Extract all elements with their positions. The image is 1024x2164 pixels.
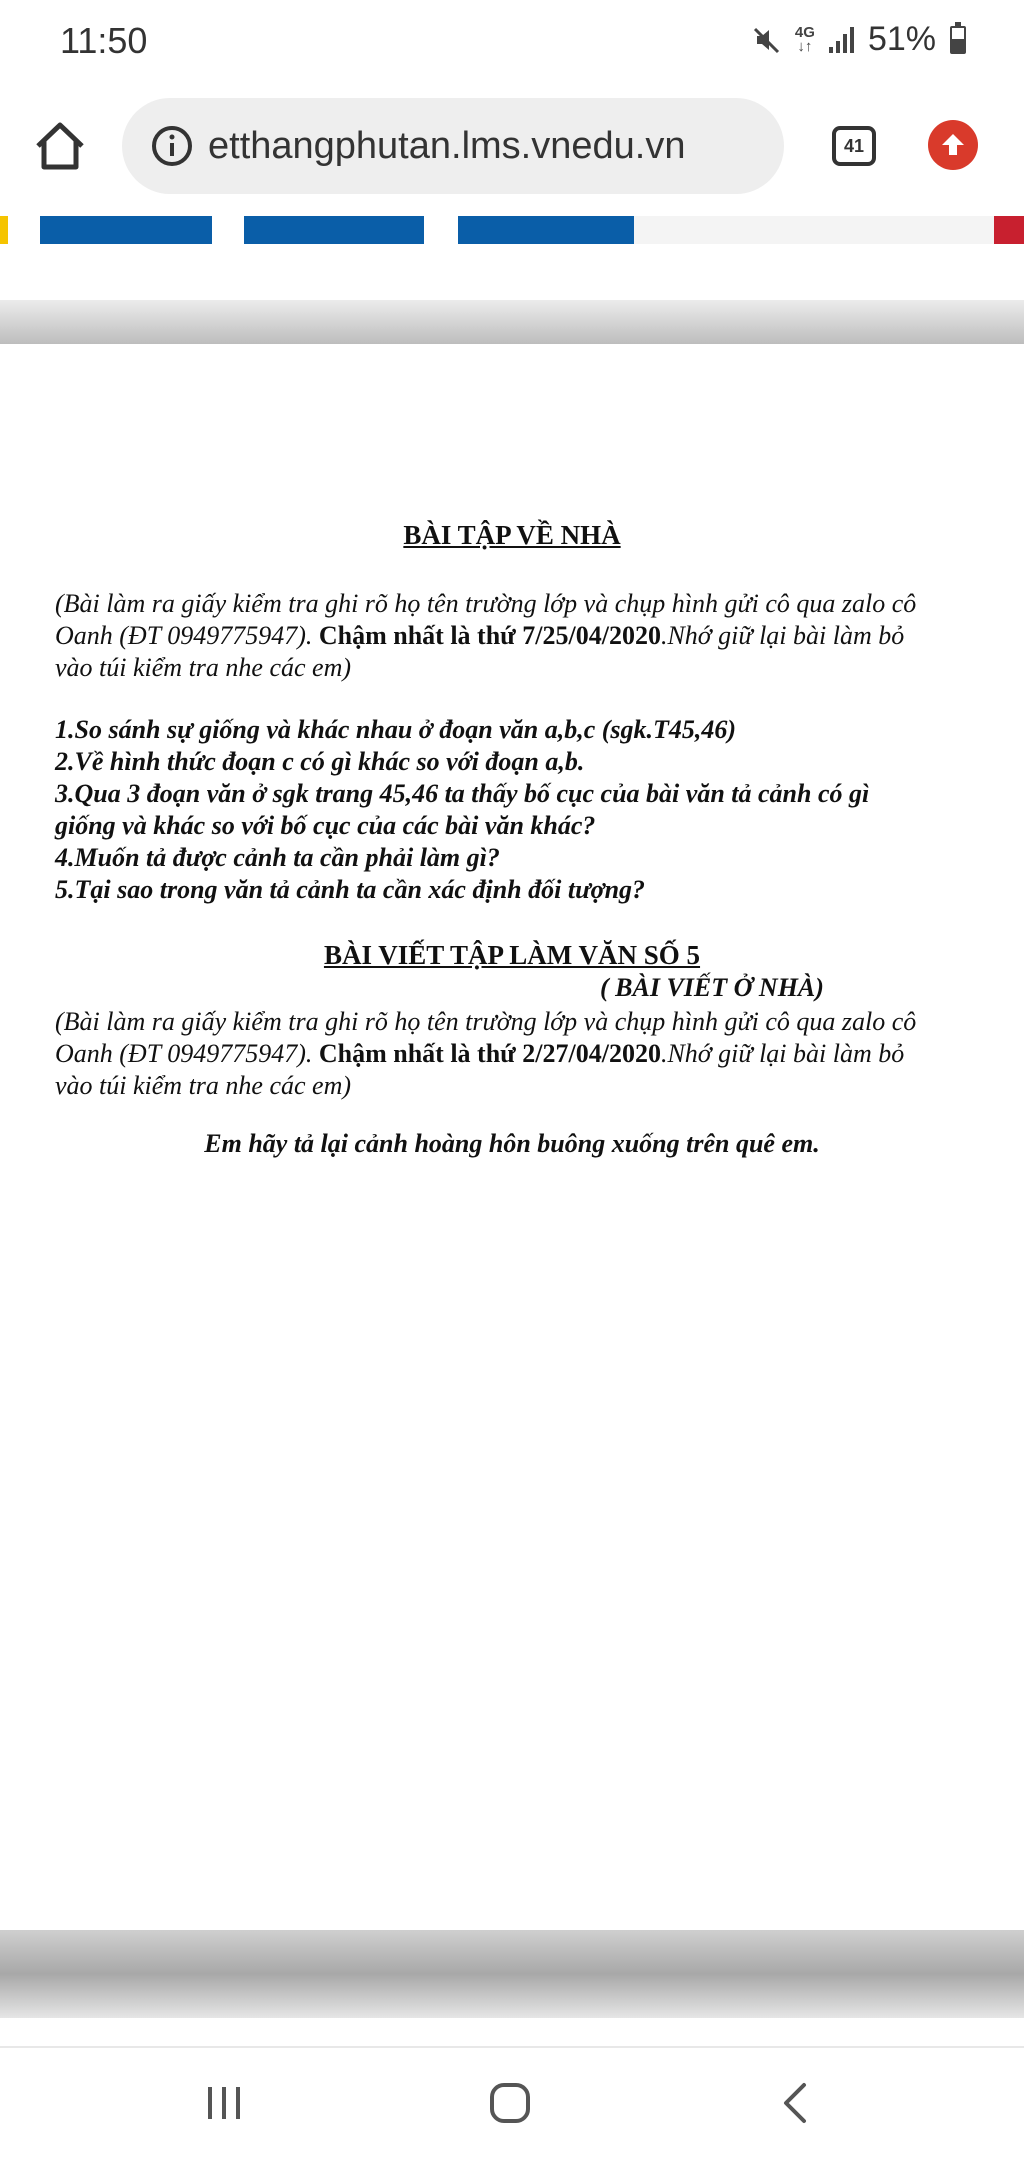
- network-type-label: 4G: [794, 23, 815, 41]
- strip-light: [634, 216, 994, 244]
- browser-toolbar: [0, 80, 1024, 210]
- status-time: 11:50: [60, 20, 148, 61]
- signal-icon: [829, 27, 854, 53]
- document-page: [0, 344, 1024, 1930]
- home-nav-button[interactable]: [480, 2078, 540, 2128]
- strip-red: [994, 216, 1024, 244]
- network-type-icon: [794, 23, 815, 55]
- essay-title: BÀI VIẾT TẬP LÀM VĂN SỐ 5: [323, 940, 701, 970]
- tab-switcher-button[interactable]: [832, 126, 876, 166]
- address-bar[interactable]: [122, 98, 784, 194]
- battery-level: [952, 39, 964, 51]
- data-arrows-icon: ↓↑: [797, 37, 813, 55]
- arrow-up-icon: [938, 130, 968, 160]
- homework-title: BÀI TẬP VỀ NHÀ: [403, 520, 621, 550]
- home-button-icon[interactable]: [30, 116, 90, 176]
- strip-blue-2: [244, 216, 424, 244]
- info-icon[interactable]: [150, 124, 194, 168]
- recents-button[interactable]: [194, 2078, 254, 2128]
- instruction2-text-a: (Bài làm ra giấy kiểm tra ghi rõ họ tên trường lớp và chụp hình gửi cô qua zalo cô Oanh (ĐT 0949775947).: [55, 1007, 917, 1068]
- homework-instruction: [55, 588, 935, 684]
- question-5: 5.Tại sao trong văn tả cảnh ta cần xác định đối tượng?: [55, 875, 646, 904]
- navigation-bar: [0, 2046, 1024, 2164]
- question-1: 1.So sánh sự giống và khác nhau ở đoạn văn a,b,c (sgk.T45,46): [55, 715, 737, 744]
- recents-icon: [202, 2083, 246, 2123]
- back-icon: [776, 2081, 816, 2125]
- instruction1-deadline: Chậm nhất là thứ 7/25/04/2020: [318, 621, 661, 650]
- strip-blue-1: [40, 216, 212, 244]
- update-button[interactable]: [928, 120, 978, 170]
- strip-yellow: [0, 216, 8, 244]
- question-2: 2.Về hình thức đoạn c có gì khác so với đoạn a,b.: [55, 747, 585, 776]
- battery-percent: 51%: [867, 20, 936, 58]
- instruction1-text-a: (Bài làm ra giấy kiểm tra ghi rõ họ tên trường lớp và chụp hình gửi cô qua zalo cô Oanh (ĐT 0949775947).: [55, 589, 917, 650]
- question-3: 3.Qua 3 đoạn văn ở sgk trang 45,46 ta thấy bố cục của bài văn tả cảnh có gì giống và khác so với bố cục của các bài văn khác?: [55, 779, 870, 840]
- url-text[interactable]: etthangphutan.lms.vnedu.vn: [208, 124, 686, 167]
- page-top-border: [0, 300, 1024, 344]
- page-bottom-border: [0, 1930, 1024, 2018]
- instruction2-text-b: .Nhớ giữ lại bài làm bỏ vào túi kiểm tra nhe các em): [55, 1039, 905, 1100]
- status-bar: [0, 0, 1024, 80]
- tab-count: 41: [843, 135, 865, 156]
- status-icons: [751, 20, 966, 59]
- question-4: 4.Muốn tả được cảnh ta cần phải làm gì?: [55, 843, 500, 872]
- battery-icon: [950, 26, 966, 54]
- essay-instruction: [55, 1006, 935, 1102]
- instruction1-text-b: .Nhớ giữ lại bài làm bỏ vào túi kiểm tra nhe các em): [55, 621, 905, 682]
- back-button[interactable]: [766, 2078, 826, 2128]
- mute-icon: [751, 25, 781, 55]
- strip-blue-3: [458, 216, 634, 244]
- essay-assignment: Em hãy tả lại cảnh hoàng hôn buông xuống trên quê em.: [204, 1129, 820, 1158]
- instruction2-deadline: Chậm nhất là thứ 2/27/04/2020: [318, 1039, 661, 1068]
- home-icon: [486, 2079, 534, 2127]
- essay-subtitle: ( BÀI VIẾT Ở NHÀ): [600, 973, 824, 1002]
